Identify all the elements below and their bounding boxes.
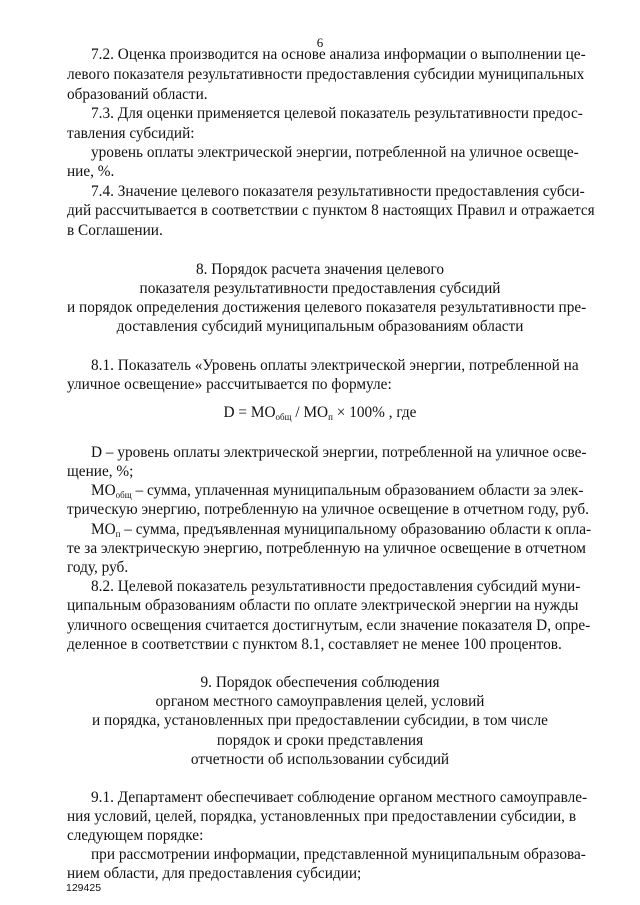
def-mo-p-line-3: году, руб.	[67, 559, 129, 576]
page-number: 6	[316, 35, 324, 50]
para-9-1-line-3: следующем порядке:	[67, 827, 204, 844]
heading-9-line-1: 9. Порядок обеспечения соблюдения	[200, 674, 440, 691]
para-7-4-line-2: дий рассчитывается в соответствии с пунктом 8 настоящих Правил и отражается	[67, 202, 595, 219]
para-7-3-item-line-2: ние, %.	[67, 163, 115, 180]
para-7-3-item-line-1: уровень оплаты электрической энергии, потребленной на уличное освеще-	[91, 144, 579, 161]
heading-8-line-1: 8. Порядок расчета значения целевого	[195, 261, 445, 278]
para-7-2-line-1: 7.2. Оценка производится на основе анализа информации о выполнении це-	[91, 46, 586, 63]
para-7-3-line-1: 7.3. Для оценки применяется целевой показатель результативности предос-	[91, 105, 583, 122]
para-8-1-line-1: 8.1. Показатель «Уровень оплаты электрической энергии, потребленной на	[91, 357, 579, 374]
para-7-4-line-3: в Соглашении.	[67, 222, 163, 239]
def-mo-p-line-1: $MO_п$ – сумма, предъявленная муниципальному образованию области к опла-	[91, 521, 592, 539]
para-8-2-line-2: ципальным образованиям области по оплате электрической энергии на нужды	[67, 597, 579, 614]
para-8-2-line-4: деленное в соответствии с пунктом 8.1, составляет не менее 100 процентов.	[67, 636, 562, 653]
para-7-4-line-1: 7.4. Значение целевого показателя результативности предоставления субси-	[91, 183, 585, 200]
formula: $D = MO_{общ} / MO_п \times 100\%$ , где	[223, 404, 417, 422]
para-8-2-line-1: 8.2. Целевой показатель результативности предоставления субсидий муни-	[91, 578, 581, 595]
heading-8-line-4: доставления субсидий муниципальным образованиям области	[116, 318, 524, 335]
def-d-line-1: D – уровень оплаты электрической энергии, потребленной на уличное осве-	[91, 444, 587, 461]
def-mo-obsh-line-2: трическую энергию, потребленную на уличное освещение в отчетном году, руб.	[67, 501, 590, 518]
para-7-3-line-2: тавления субсидий:	[67, 125, 195, 142]
def-mo-obsh-line-1: $MO_{общ}$ – сумма, уплаченная муниципальным образованием области за элек-	[91, 482, 584, 500]
heading-8-line-3: и порядок определения достижения целевого показателя результативности пре-	[67, 299, 587, 316]
def-d-line-2: щение, %;	[67, 463, 134, 480]
footer-code: 129425	[66, 882, 102, 894]
heading-9-line-3: и порядка, установленных при предоставлении субсидии, в том числе	[92, 712, 548, 729]
para-7-2-line-3: образований области.	[67, 86, 208, 103]
para-8-2-line-3: уличного освещения считается достигнутым, если значение показателя D, опре-	[67, 617, 591, 634]
heading-9-line-5: отчетности об использовании субсидий	[190, 751, 450, 768]
heading-9-line-4: порядок и сроки представления	[216, 732, 424, 749]
para-9-1-line-2: ния условий, целей, порядка, установленных при предоставлении субсидии, в	[67, 808, 577, 825]
para-9-1-line-1: 9.1. Департамент обеспечивает соблюдение органом местного самоуправле-	[91, 789, 588, 806]
para-7-2-line-2: левого показателя результативности предоставления субсидии муниципальных	[67, 66, 585, 83]
def-mo-p-line-2: те за электрическую энергию, потребленную на уличное освещение в отчетном	[67, 540, 586, 557]
para-9-1-item-line-1: при рассмотрении информации, представленной муниципальным образова-	[91, 846, 586, 863]
para-8-1-line-2: уличное освещение» рассчитывается по формуле:	[67, 376, 392, 393]
para-9-1-item-line-2: нием области, для предоставления субсидии;	[67, 865, 362, 882]
heading-9-line-2: органом местного самоуправления целей, условий	[155, 693, 485, 710]
heading-8-line-2: показателя результативности предоставления субсидий	[139, 280, 501, 297]
